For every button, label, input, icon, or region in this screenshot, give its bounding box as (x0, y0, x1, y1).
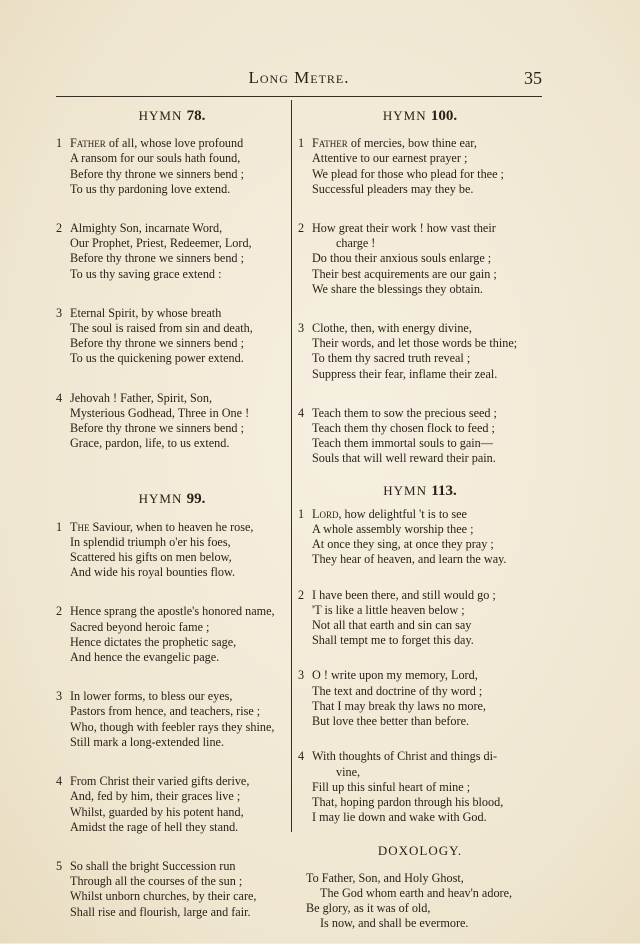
verse-line: In splendid triumph o'er his foes, (70, 534, 231, 549)
verse-number: 2 (56, 221, 63, 236)
verse-line: Teach them to sow the precious seed ; (312, 405, 497, 420)
verse-line: Hence sprang the apostle's honored name, (70, 604, 275, 619)
verse-line: So shall the bright Succession run (70, 858, 236, 873)
right-column (298, 108, 542, 931)
verse-number: 3 (298, 668, 305, 683)
verse (298, 321, 542, 382)
verse-line: 'T is like a little heaven below ; (312, 602, 465, 617)
verse-line: That I may break thy laws no more, (312, 698, 486, 713)
hymn-label: HYMN (138, 108, 183, 123)
verse (298, 507, 542, 568)
verse-lead-word: Father (70, 136, 106, 151)
verse-number: 3 (56, 305, 63, 320)
verse-line: Clothe, then, with energy divine, (312, 321, 472, 336)
verse-line: Successful pleaders may they be. (312, 181, 474, 196)
hymn-number: 78. (186, 108, 206, 124)
hymn-number: 99. (186, 491, 206, 508)
doxology-line: To Father, Son, and Holy Ghost, (306, 870, 464, 885)
doxology-title: DOXOLOGY. (377, 843, 463, 859)
verse-line: To us thy saving grace extend : (70, 266, 222, 281)
verse-line: how delightful 't is to see (344, 506, 467, 521)
verse-line: vine, (336, 764, 361, 779)
verse-number: 3 (298, 321, 305, 336)
hymn-title (298, 108, 542, 124)
verse-line: Their best acquirements are our gain ; (312, 266, 497, 281)
verse-line: Before thy throne we sinners bend ; (70, 166, 244, 181)
verse-number: 4 (298, 749, 305, 764)
verse-line: Whilst, guarded by his potent hand, (70, 804, 244, 819)
column-divider (291, 100, 292, 832)
verse-line: Through all the courses of the sun ; (70, 874, 243, 889)
verse-line: We share the blessings they obtain. (312, 281, 483, 296)
verse-number: 2 (298, 221, 305, 236)
verse-line: Before thy throne we sinners bend ; (70, 421, 244, 436)
verse-number: 2 (298, 587, 305, 602)
doxology (298, 871, 542, 932)
verse-line: That, hoping pardon through his blood, (312, 794, 504, 809)
verse (56, 221, 288, 282)
doxology-line: Be glory, as it was of old, (306, 900, 431, 915)
verse-line: Our Prophet, Priest, Redeemer, Lord, (70, 236, 252, 251)
page-number: 35 (524, 68, 542, 88)
hymn-label: HYMN (138, 491, 183, 507)
verse-line: They hear of heaven, and learn the way. (312, 552, 507, 567)
verse-line: Suppress their fear, inflame their zeal. (312, 366, 498, 381)
verse-line: And wide his royal bounties flow. (70, 565, 236, 580)
verse-line: But love thee better than before. (312, 714, 470, 729)
verse-line: From Christ their varied gifts derive, (70, 774, 250, 789)
verse-line: And hence the evangelic page. (70, 650, 220, 665)
doxology-line: The God whom earth and heav'n adore, (320, 885, 513, 900)
verse-lead-word: Father (312, 136, 348, 151)
verse (298, 749, 542, 825)
verse-line: Hence dictates the prophetic sage, (70, 634, 237, 649)
verse-line: Jehovah ! Father, Spirit, Son, (70, 390, 213, 405)
verse-line: charge ! (336, 236, 376, 251)
verse-line: Before thy throne we sinners bend ; (70, 336, 244, 351)
verse-line: Whilst unborn churches, by their care, (70, 889, 257, 904)
verse (298, 588, 542, 649)
running-header (56, 68, 542, 92)
verse-line: Saviour, when to heaven he rose, (92, 519, 254, 534)
verse-line: Shall rise and flourish, large and fair. (70, 904, 251, 919)
verse-line: I have been there, and still would go ; (312, 587, 496, 602)
verse-line: of all, whose love profound (108, 136, 244, 151)
hymn-label: HYMN (382, 108, 427, 123)
verse-line: Who, though with feebler rays they shine, (70, 719, 275, 734)
verse-number: 2 (56, 604, 63, 619)
verse (298, 221, 542, 297)
verse-number: 3 (56, 689, 63, 704)
verse-line: Their words, and let those words be thine; (312, 336, 518, 351)
verse-line: Teach them immortal souls to gain— (312, 436, 493, 451)
verse (298, 668, 542, 729)
verse-line: A whole assembly worship thee ; (312, 522, 474, 537)
verse-line: Not all that earth and sin can say (312, 618, 472, 633)
verse (56, 391, 288, 452)
hymn-title (298, 483, 542, 499)
verse-number: 1 (56, 136, 63, 151)
verse-line: The text and doctrine of thy word ; (312, 683, 483, 698)
verse-line: Mysterious Godhead, Three in One ! (70, 405, 250, 420)
verse-lead-word: Lord, (312, 506, 342, 521)
verse-line: O ! write upon my memory, Lord, (312, 668, 478, 683)
verse-line: At once they sing, at once they pray ; (312, 537, 494, 552)
verse-line: Still mark a long-extended line. (70, 734, 224, 749)
verse-line: To them thy sacred truth reveal ; (312, 351, 471, 366)
verse (298, 406, 542, 467)
verse-number: 4 (56, 390, 63, 405)
verse-lead-word: The (70, 519, 90, 534)
verse-number: 4 (298, 405, 305, 420)
verse-line: Sacred beyond heroic fame ; (70, 619, 210, 634)
verse-line: of mercies, bow thine ear, (350, 136, 477, 151)
verse-line: Before thy throne we sinners bend ; (70, 251, 244, 266)
verse-line: Grace, pardon, life, to us extend. (70, 436, 230, 451)
verse-line: To us thy pardoning love extend. (70, 181, 231, 196)
verse-line: In lower forms, to bless our eyes, (70, 689, 233, 704)
verse-line: And, fed by him, their graces live ; (70, 789, 241, 804)
verse-line: I may lie down and wake with God. (312, 810, 487, 825)
verse-line: Teach them thy chosen flock to feed ; (312, 421, 495, 436)
verse (56, 520, 288, 581)
verse (298, 136, 542, 197)
verse-number: 1 (56, 519, 63, 534)
verse-line: Souls that will well reward their pain. (312, 451, 496, 466)
header-rule (56, 96, 542, 97)
verse (56, 604, 288, 665)
verse (56, 306, 288, 367)
verse-line: Attentive to our earnest prayer ; (312, 151, 468, 166)
verse-line: The soul is raised from sin and death, (70, 321, 253, 336)
doxology-line: Is now, and shall be evermore. (320, 916, 469, 931)
page-title: Long Metre. (248, 68, 350, 87)
verse-line: Shall tempt me to forget this day. (312, 633, 474, 648)
verse-number: 1 (298, 506, 305, 521)
verse-number: 5 (56, 858, 63, 873)
verse-line: To us the quickening power extend. (70, 351, 244, 366)
hymn-number: 100. (430, 108, 458, 124)
verse-line: Pastors from hence, and teachers, rise ; (70, 704, 261, 719)
verse-line: Amidst the rage of hell they stand. (70, 819, 239, 834)
hymn-number: 113. (431, 482, 457, 499)
verse-line: We plead for those who plead for thee ; (312, 166, 504, 181)
verse-number: 4 (56, 774, 63, 789)
verse-line: With thoughts of Christ and things di- (312, 749, 498, 764)
verse (56, 689, 288, 750)
verse (56, 859, 288, 920)
verse-line: Do thou their anxious souls enlarge ; (312, 251, 492, 266)
verse-line: Fill up this sinful heart of mine ; (312, 779, 471, 794)
verse-line: A ransom for our souls hath found, (70, 151, 241, 166)
verse (56, 774, 288, 835)
verse-line: Almighty Son, incarnate Word, (70, 221, 223, 236)
verse-number: 1 (298, 136, 305, 151)
hymn-title (56, 108, 288, 124)
verse-line: Eternal Spirit, by whose breath (70, 305, 222, 320)
left-column (56, 108, 288, 944)
verse-line: Scattered his gifts on men below, (70, 550, 232, 565)
hymn-label: HYMN (383, 482, 428, 498)
verse (56, 136, 288, 197)
verse-line: How great their work ! how vast their (312, 221, 496, 236)
hymn-title (56, 491, 288, 507)
